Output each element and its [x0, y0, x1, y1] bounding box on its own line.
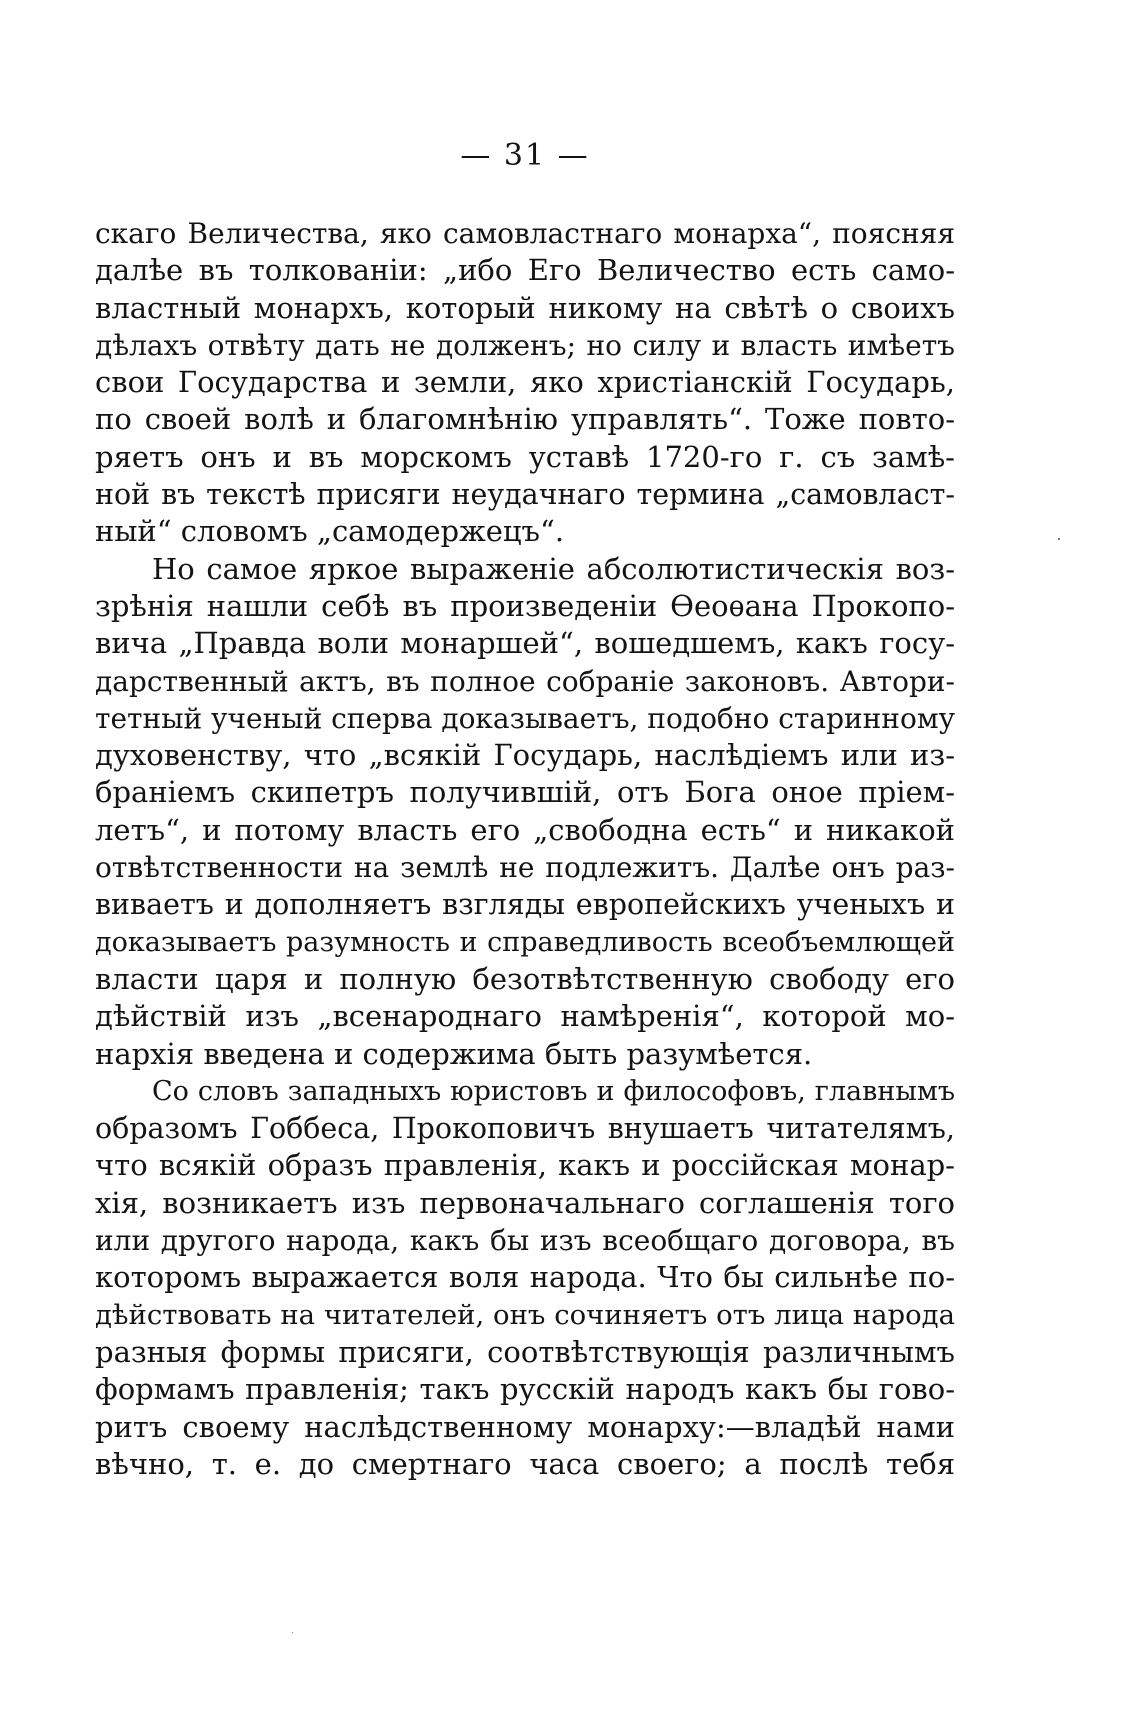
text-line: или другого народа, какъ бы изъ всеобщаго договора, въ: [95, 1224, 955, 1258]
text-line: ряетъ онъ и въ морскомъ уставѣ 1720-го г. съ замѣ-: [95, 439, 955, 474]
text-line: нархія введена и содержима быть разумѣется.: [95, 1036, 813, 1071]
text-line: ный“ словомъ „самодержецъ“.: [95, 514, 565, 549]
text-line: виваетъ и дополняетъ взгляды европейскихъ ученыхъ и: [95, 888, 955, 922]
paper-speck: [292, 1632, 293, 1633]
text-line: дарственный актъ, въ полное собраніе законовъ. Автори-: [95, 664, 955, 698]
text-line: вича „Правда воли монаршей“, вошедшемъ, какъ госу-: [95, 626, 955, 661]
text-line: ритъ своему наслѣдственному монарху:—владѣй нами: [95, 1409, 955, 1444]
text-line: тетный ученый сперва доказываетъ, подобно старинному: [95, 701, 956, 735]
text-line: Со словъ западныхъ юристовъ и философовъ, главнымъ: [152, 1075, 955, 1107]
text-line: которомъ выражается воля народа. Что бы сильнѣе по-: [95, 1260, 955, 1295]
text-line: хія, возникаетъ изъ первоначальнаго соглашенія того: [95, 1185, 955, 1220]
page-number: — 31 —: [460, 138, 590, 173]
text-line: доказываетъ разумность и справедливость всеобъемлющей: [95, 926, 955, 958]
text-line: разныя формы присяги, соотвѣтствующія различнымъ: [95, 1334, 955, 1369]
text-line: ной въ текстѣ присяги неудачнаго термина „самовласт-: [95, 478, 955, 512]
text-line: зрѣнія нашли себѣ въ произведеніи Ѳеоѳана Прокопо-: [95, 588, 955, 623]
text-line: власти царя и полную безотвѣтственную свободу его: [95, 961, 955, 996]
text-line: образомъ Гоббеса, Прокоповичъ внушаетъ читателямъ,: [95, 1112, 955, 1146]
text-line: формамъ правленія; такъ русскій народъ какъ бы гово-: [95, 1372, 955, 1407]
text-line: по своей волѣ и благомнѣнію управлять“. Тоже повто-: [95, 402, 955, 437]
text-line: Но самое яркое выраженіе абсолютистическія воз-: [152, 551, 955, 586]
text-line: отвѣтственности на землѣ не подлежитъ. Далѣе онъ раз-: [95, 851, 955, 885]
text-line: далѣе въ толкованіи: „ибо Его Величество есть само-: [95, 253, 955, 288]
paper-speck: [1058, 538, 1060, 540]
text-line: что всякій образъ правленія, какъ и россійская монар-: [95, 1148, 955, 1183]
text-line: дѣйствій изъ „всенароднаго намѣренія“, которой мо-: [95, 999, 955, 1034]
text-line: дѣлахъ отвѣту дать не долженъ; но силу и власть имѣетъ: [95, 328, 955, 362]
text-line: скаго Величества, яко самовластнаго монарха“, поясняя: [95, 217, 955, 250]
text-line: властный монархъ, который никому на свѣтѣ о своихъ: [95, 290, 955, 325]
text-line: вѣчно, т. е. до смертнаго часа своего; а послѣ тебя: [95, 1446, 955, 1481]
text-line: браніемъ скипетръ получившій, отъ Бога оное пріем-: [95, 775, 955, 810]
text-line: свои Государства и земли, яко христіанскій Государь,: [95, 365, 955, 400]
body-text: [95, 215, 955, 1483]
text-line: летъ“, и потому власть его „свободна есть“ и никакой: [95, 812, 955, 847]
text-line: духовенству, что „всякій Государь, наслѣдіемъ или из-: [95, 738, 955, 773]
text-line: дѣйствовать на читателей, онъ сочиняетъ отъ лица народа: [95, 1298, 955, 1331]
